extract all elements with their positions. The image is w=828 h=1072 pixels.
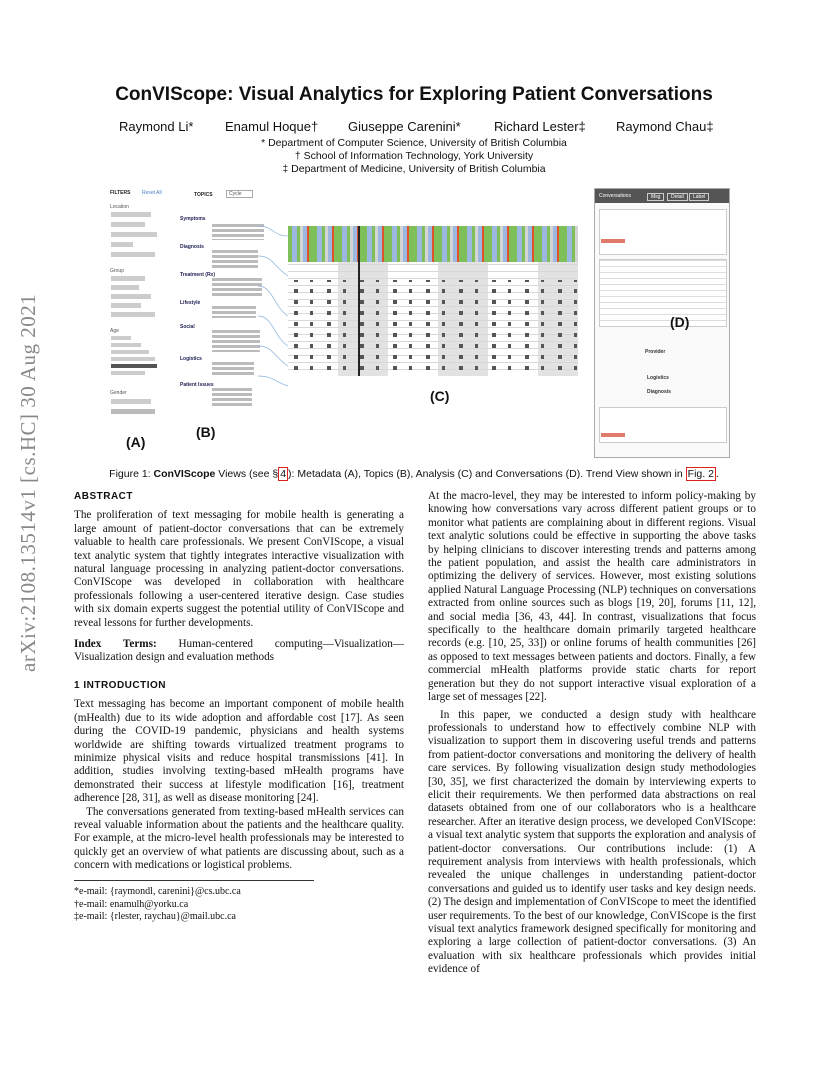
analysis-marks bbox=[288, 280, 578, 370]
intro-paragraph-1: Text messaging has become an important component of mobile health (mHealth) due to its wide adoption and affordable cost [17]. As seen during the COVID-19 pandemic, physicians and health systems worldwide are shifting towards virtualized treatment programs to minimize physical visits and reduce hospital transmissions [41]. In addition, studies involving texting-based mHealth programs have demonstrated their success at lifestyle modification [16], treatment adherence [28, 31], as well as disease monitoring [24]. bbox=[74, 698, 404, 805]
topic-bars bbox=[212, 388, 252, 408]
topic-social[interactable]: Social bbox=[180, 324, 195, 330]
topic-diagnosis[interactable]: Diagnosis bbox=[180, 244, 204, 250]
caption-end: . bbox=[715, 468, 719, 480]
right-paragraph-1: At the macro-level, they may be interested to inform policy-making by knowing how conversations vary across different patient groups or to monitor what patients are complaining about in different regions. Visual text analytic solutions could be effective in supporting the above tasks by helping clinicians to discover interesting trends and patterns among the patient population, and assist the health care administrators in optimizing the delivery of services. However, most existing solutions applied Natural Language Processing (NLP) techniques on conversations extracted from online sources such as blogs [19, 20], forums [11, 12], and social media [36, 43, 44]. In contrast, visualizations that focus specifically to the healthcare domain primarily targeted healthcare records (e.g. [10, 25, 33]) or online forums of health communities [26] as opposed to text messages between patients and doctors. Finally, a few commercial mHealth platforms provide static charts for report generation but they do not support interactive visual exploration of a large set of messages [22]. bbox=[428, 490, 756, 704]
index-terms-label: Index Terms: bbox=[74, 638, 157, 651]
topic-patient-issues[interactable]: Patient Issues bbox=[180, 382, 214, 388]
topic-swatch bbox=[601, 239, 625, 243]
filter-bar[interactable] bbox=[111, 312, 155, 317]
arxiv-stamp: arXiv:2108.13514v1 [cs.HC] 30 Aug 2021 bbox=[16, 293, 40, 672]
tab-label[interactable]: Label bbox=[689, 193, 709, 201]
diagnosis-heading: Diagnosis bbox=[647, 389, 671, 395]
caption-system-name: ConVIScope bbox=[153, 468, 216, 480]
filter-bar[interactable] bbox=[111, 357, 155, 361]
right-column bbox=[428, 490, 756, 977]
topic-bars bbox=[212, 330, 260, 352]
topics-title: TOPICS bbox=[194, 192, 213, 198]
filter-bar[interactable] bbox=[111, 371, 145, 375]
topic-symptoms[interactable]: Symptoms bbox=[180, 216, 206, 222]
message-list[interactable] bbox=[599, 259, 727, 327]
filter-bar[interactable] bbox=[111, 232, 157, 237]
affiliation-3: ‡ Department of Medicine, University of British Columbia bbox=[282, 163, 546, 175]
filter-section-gender: Gender bbox=[110, 390, 127, 396]
author-3: Giuseppe Carenini* bbox=[348, 119, 461, 134]
index-terms-text: Human-centered computing—Visualization—Visualization design and evaluation methods bbox=[74, 638, 404, 664]
topics-panel bbox=[176, 188, 268, 412]
topic-bars bbox=[212, 278, 262, 298]
affiliation-2: † School of Information Technology, York University bbox=[294, 150, 534, 162]
filter-bar[interactable] bbox=[111, 336, 131, 340]
selection-line[interactable] bbox=[358, 226, 360, 376]
filter-bar[interactable] bbox=[111, 222, 145, 227]
filter-bar[interactable] bbox=[111, 276, 145, 281]
topic-lifestyle[interactable]: Lifestyle bbox=[180, 300, 201, 306]
topic-treatment[interactable]: Treatment (Rx) bbox=[180, 272, 216, 278]
index-terms bbox=[74, 638, 404, 665]
topic-bars bbox=[212, 306, 256, 318]
label-b: (B) bbox=[196, 424, 216, 440]
reset-all-link[interactable]: Reset All bbox=[142, 190, 162, 196]
filter-bar[interactable] bbox=[111, 303, 141, 308]
filter-bar[interactable] bbox=[111, 343, 141, 347]
logistics-heading: Logistics bbox=[647, 375, 669, 381]
abstract-text: The proliferation of text messaging for mobile health is generating a large amount of patient-doctor conversations that can be extremely valuable to health care professionals. We present ConVIScope, a visual text analytic system that tightly integrates interactive visualization with natural language processing in analyzing patient-doctor conversations. ConVIScope was developed in collaboration with healthcare professionals following a user-centered iterative design. Case studies with six domain experts suggest the potential utility of ConVIScope and reveal lessons for further developments. bbox=[74, 509, 404, 629]
analysis-panel bbox=[288, 226, 578, 376]
figure-ref-link[interactable]: Fig. 2 bbox=[687, 468, 714, 480]
affiliation-1: * Department of Computer Science, University of British Columbia bbox=[261, 137, 567, 149]
left-column bbox=[74, 490, 404, 873]
author-1: Raymond Li* bbox=[119, 119, 194, 134]
right-paragraph-2: In this paper, we conducted a design study with healthcare professionals to understand how to effectively combine NLP with visualization to support them in discovering useful trends and patterns from patient-doctor conversations and monitoring the delivery of health care services. By following visualization design study methodologies [30, 35], we first characterized the domain by interviewing experts to elicit their requirements. We then performed data abstractions on real datasets obtained from one of our collaborators who is a healthcare researcher. After an iterative design process, we developed ConVIScope: a visual text analytic system that supports the exploration and analysis of patient-doctor conversations. Our contributions include: (1) A requirement analysis from interviews with health professionals, which revealed the unique challenges in understanding patient-doctor conversations and guided us to identify user tasks and key design needs. (2) The design and implementation of ConVIScope to meet the identified user requirements. To the best of our knowledge, ConVIScope is the first visual text analytics framework designed specifically for monitoring and exploring a large collection of patient-doctor conversations. (3) An evaluation with six healthcare professionals which provides initial evidence of bbox=[428, 708, 756, 976]
filters-title: FILTERS bbox=[110, 190, 131, 196]
filter-bar[interactable] bbox=[111, 285, 139, 290]
filter-bar[interactable] bbox=[111, 350, 149, 354]
footnotes bbox=[74, 886, 404, 924]
abstract-heading: ABSTRACT bbox=[74, 491, 133, 502]
filter-bar[interactable] bbox=[111, 294, 151, 299]
filters-panel bbox=[108, 188, 170, 428]
topic-bars bbox=[212, 224, 264, 240]
author-4: Richard Lester‡ bbox=[494, 119, 586, 134]
section-ref-link[interactable]: 4 bbox=[280, 468, 287, 480]
label-a: (A) bbox=[126, 434, 146, 450]
paper-title: ConVIScope: Visual Analytics for Exploring Patient Conversations bbox=[115, 84, 713, 105]
figure-caption bbox=[0, 468, 828, 480]
label-c: (C) bbox=[430, 388, 450, 404]
tab-detail[interactable]: Detail bbox=[667, 193, 688, 201]
topic-links bbox=[258, 216, 288, 396]
filter-section-location: Location bbox=[110, 204, 129, 210]
topic-bars bbox=[212, 362, 254, 376]
conversations-title: Conversations bbox=[599, 193, 631, 199]
footnote-1: *e-mail: {raymondl, carenini}@cs.ubc.ca bbox=[74, 886, 241, 897]
tab-msg[interactable]: Msg bbox=[647, 193, 664, 201]
filter-bar[interactable] bbox=[111, 212, 151, 217]
filter-section-age: Age bbox=[110, 328, 119, 334]
footnote-rule bbox=[74, 880, 314, 881]
caption-text: ): Metadata (A), Topics (B), Analysis (C) and Conversations (D). Trend View shown in bbox=[288, 468, 686, 480]
filter-bar[interactable] bbox=[111, 252, 155, 257]
conversation-card[interactable] bbox=[599, 209, 727, 255]
filter-bar[interactable] bbox=[111, 364, 157, 368]
conversations-panel bbox=[594, 188, 730, 458]
topic-select[interactable]: Cycle bbox=[226, 190, 253, 198]
caption-prefix: Figure 1: bbox=[109, 468, 154, 480]
author-2: Enamul Hoque† bbox=[225, 119, 319, 134]
topic-logistics[interactable]: Logistics bbox=[180, 356, 202, 362]
filter-bar[interactable] bbox=[111, 409, 155, 414]
filter-bar[interactable] bbox=[111, 399, 151, 404]
caption-text: Views (see § bbox=[215, 468, 279, 480]
topic-bars bbox=[212, 250, 258, 268]
intro-heading: 1 INTRODUCTION bbox=[74, 679, 166, 691]
conversation-card[interactable] bbox=[599, 407, 727, 443]
figure-1 bbox=[108, 186, 728, 458]
footnote-3: ‡e-mail: {rlester, raychau}@mail.ubc.ca bbox=[74, 911, 236, 922]
footnote-2: †e-mail: enamulh@yorku.ca bbox=[74, 898, 189, 910]
filter-bar[interactable] bbox=[111, 242, 133, 247]
label-d: (D) bbox=[670, 314, 690, 330]
intro-paragraph-2: The conversations generated from texting-based mHealth services can reveal valuable information about the patients and the healthcare quality. For example, at the micro-level health professionals may be interested to quickly get an overview of what patients are discussing about, such as a concern with medications or logistical problems. bbox=[74, 805, 404, 872]
stacked-topic-strip bbox=[288, 226, 578, 262]
topic-swatch bbox=[601, 433, 625, 437]
filter-section-group: Group bbox=[110, 268, 124, 274]
provider-heading: Provider bbox=[645, 349, 666, 355]
author-5: Raymond Chau‡ bbox=[616, 119, 714, 134]
